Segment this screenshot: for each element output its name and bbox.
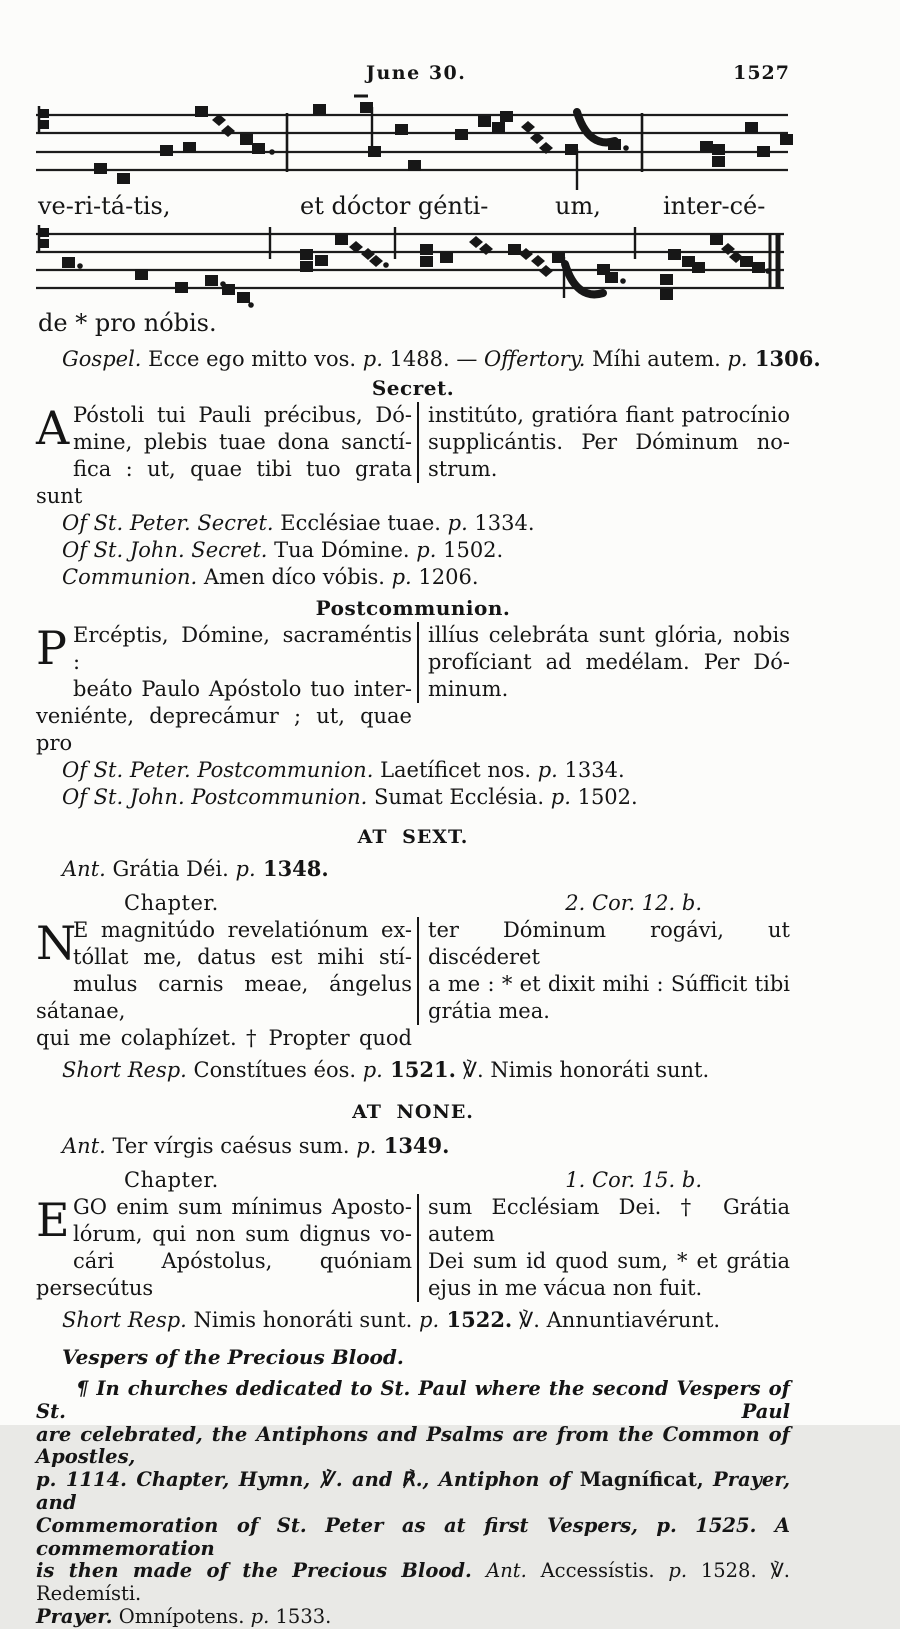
chapter-scripture-reference: 1. Cor. 15. b. [565, 1168, 702, 1192]
text-segment: Ercéptis, Dómine, sacraméntis : [73, 623, 412, 674]
text-segment: 1334. [557, 758, 625, 782]
text-line [428, 456, 790, 483]
text-segment: 1306. [747, 346, 821, 371]
text-line [36, 1424, 790, 1470]
text-segment: illíus celebráta sunt glória, nobis [428, 623, 790, 647]
text-line [428, 622, 790, 649]
text-segment: Of St. Peter. Postcommunion. [62, 758, 374, 782]
text-segment: is then made of the Precious Blood. [36, 1559, 487, 1583]
text-segment: p. 1114. Chapter, Hymn, ℣. and ℟., Antiphon of [36, 1468, 580, 1492]
text-segment: Sumat Ecclésia. [367, 785, 551, 809]
text-segment: are celebrated, the Antiphons and Psalms are from the Common of Apostles, [36, 1422, 790, 1469]
text-line [36, 1221, 412, 1248]
text-segment: p. [250, 1604, 270, 1628]
drop-cap: E [36, 1193, 70, 1247]
text-segment: Póstoli tui Pauli précibus, Dó- [73, 403, 412, 427]
text-segment: GO enim sum mínimus Aposto- [73, 1195, 412, 1219]
text-segment: ejus in me vácua non fuit. [428, 1276, 703, 1300]
text-segment: mulus carnis meae, ángelus sátanae, [36, 972, 412, 1023]
text-segment: strum. [428, 457, 498, 481]
text-segment: profíciant ad medélam. Per Dó- [428, 650, 790, 674]
text-segment: institúto, gratióra fiant patrocínio [428, 403, 790, 427]
text-segment: Constítues éos. [186, 1058, 363, 1082]
sext-antiphon-line [36, 855, 790, 883]
text-segment: supplicántis. Per Dóminum no- [428, 430, 790, 454]
chapter-label: Chapter. [124, 891, 219, 915]
prayer-reference-line [36, 1606, 790, 1629]
text-line [428, 429, 790, 456]
drop-cap: N [36, 916, 77, 970]
text-line [428, 649, 790, 676]
text-segment: 1522. [439, 1307, 513, 1332]
text-segment: Communion. [62, 565, 198, 589]
text-segment: Of St. John. Postcommunion. [62, 785, 368, 809]
text-segment: a me : * et dixit mihi : Súfficit tibi [428, 972, 790, 996]
text-line [428, 917, 790, 971]
text-line [36, 1025, 412, 1052]
chant-lyrics-line-1 [36, 191, 790, 221]
text-segment: lórum, qui non sum dignus vo- [73, 1222, 412, 1246]
text-segment: Short Resp. [62, 1308, 187, 1332]
text-line [36, 429, 412, 456]
none-antiphon-line [36, 1132, 790, 1160]
sext-chapter-row [36, 890, 790, 917]
text-segment: Commemoration of St. Peter as at first Vespers, p. 1525. A commemoration [36, 1513, 790, 1560]
text-segment: p. [362, 347, 383, 371]
secret-prayer [36, 402, 790, 510]
secret-heading: Secret. [371, 376, 455, 400]
text-segment: fica : ut, quae tibi tuo grata sunt [36, 457, 412, 508]
rubric-line [36, 564, 790, 591]
text-segment: Nimis honoráti sunt. [186, 1308, 420, 1332]
text-line [36, 703, 412, 757]
text-segment: 1502. [436, 538, 504, 562]
text-segment: p. [537, 758, 558, 782]
date-heading: June 30. [366, 62, 467, 84]
drop-cap: P [36, 621, 67, 675]
gospel-offertory-reference-line [36, 345, 821, 373]
at-sext-heading: AT SEXT. [357, 826, 469, 848]
text-segment: 1334. [467, 511, 535, 535]
text-segment: Omnípotens. [112, 1604, 251, 1628]
text-segment: tóllat me, datus est mihi stí- [73, 945, 412, 969]
postcommunion-heading: Postcommunion. [315, 596, 511, 620]
rubric-line [36, 784, 790, 811]
text-line [36, 1194, 412, 1221]
text-segment: p. [362, 1058, 383, 1082]
postcommunion-left-column [36, 622, 412, 757]
text-segment: Of St. John. Secret. [62, 538, 268, 562]
text-segment: 1206. [411, 565, 479, 589]
text-segment: Míhi autem. [585, 347, 728, 371]
drop-cap: A [36, 401, 70, 455]
text-segment: 1502. [570, 785, 638, 809]
text-segment: p. [416, 538, 437, 562]
sext-chapter-text [36, 917, 790, 1052]
text-line [36, 1515, 790, 1561]
text-line [428, 1275, 790, 1302]
text-line [36, 1378, 790, 1424]
text-segment: p. [235, 857, 256, 881]
text-segment: Ecclésiae tuae. [273, 511, 448, 535]
text-segment: Amen díco vóbis. [197, 565, 392, 589]
sext-right-column [417, 917, 790, 1025]
lyric-word: um, [555, 192, 601, 220]
text-line [36, 456, 412, 510]
text-segment: Ant. [62, 1134, 106, 1158]
text-line [428, 1248, 790, 1275]
text-segment: 1528. [687, 1559, 771, 1583]
text-line [428, 971, 790, 998]
chant-staff-1 [36, 95, 790, 191]
chapter-label: Chapter. [124, 1168, 219, 1192]
text-segment: qui me colaphízet. † Propter quod [36, 1026, 412, 1050]
short-responsory-line [36, 1306, 790, 1334]
text-segment: 1488. — [382, 347, 485, 371]
text-segment: 1521. [382, 1057, 456, 1082]
text-line [36, 402, 412, 429]
lyric-word: ve-ri-tá-tis, [38, 192, 171, 220]
text-segment: Offertory. [484, 347, 586, 371]
text-segment: ter Dóminum rogávi, ut discéderet [428, 918, 790, 969]
text-segment: Prayer, and [36, 1468, 790, 1514]
text-segment: cári Apóstolus, quóniam persecútus [36, 1249, 412, 1300]
text-segment: E magnitúdo revelatiónum ex- [73, 918, 412, 942]
text-segment: p. [550, 785, 571, 809]
none-right-column [417, 1194, 790, 1302]
text-segment: p. [356, 1134, 377, 1158]
postcommunion-prayer [36, 622, 790, 757]
chant-staff-2 [36, 224, 790, 308]
text-segment: ¶ In churches dedicated to St. Paul where the second Vespers of St. Paul [36, 1377, 790, 1423]
text-line [428, 1194, 790, 1248]
secret-left-column [36, 402, 412, 510]
text-segment: Short Resp. [62, 1058, 187, 1082]
lyric-word: et dóctor génti- [300, 192, 489, 220]
text-segment: Vespers of the Precious Blood. [62, 1345, 404, 1369]
text-segment: Ant. [486, 1559, 527, 1583]
text-segment: sum Ecclésiam Dei. † Grátia autem [428, 1195, 790, 1246]
text-segment: grátia mea. [428, 999, 550, 1023]
none-chapter-row [36, 1167, 790, 1194]
text-segment: Ant. [62, 857, 106, 881]
rubric-line [36, 510, 790, 537]
text-line [36, 944, 412, 971]
lyric-word: inter-cé- [663, 192, 766, 220]
text-line [36, 1469, 790, 1515]
text-line [36, 622, 412, 676]
text-segment: Gospel. [62, 347, 142, 371]
text-segment: ℣. Nimis honoráti sunt. [455, 1058, 710, 1082]
page-header [36, 60, 790, 88]
text-line [36, 1248, 412, 1302]
text-line [428, 676, 790, 703]
text-segment: Grátia Déi. [105, 857, 236, 881]
vespers-paragraph [36, 1378, 790, 1606]
text-segment: p. [727, 347, 748, 371]
text-segment: Accessístis. [526, 1559, 669, 1583]
chapter-scripture-reference: 2. Cor. 12. b. [565, 891, 702, 915]
text-segment: Ecce ego mitto vos. [141, 347, 363, 371]
text-segment: Laetíficet nos. [373, 758, 538, 782]
rubric-line [36, 537, 790, 564]
text-line [36, 1560, 790, 1606]
none-left-column [36, 1194, 412, 1302]
text-line [36, 917, 412, 944]
text-segment: veniénte, deprecámur ; ut, quae pro [36, 704, 412, 755]
postcommunion-right-column [417, 622, 790, 703]
lyric-word: de * pro nóbis. [38, 309, 217, 337]
text-segment: beáto Paulo Apóstolo tuo inter- [73, 677, 412, 701]
vespers-title [36, 1344, 790, 1371]
text-segment: Magníficat, [579, 1468, 714, 1492]
at-none-heading: AT NONE. [352, 1101, 474, 1123]
vespers-note [36, 1344, 790, 1629]
rubric-line [36, 757, 790, 784]
text-segment: ℣. Annuntiavérunt. [512, 1308, 721, 1332]
text-line [36, 971, 412, 1025]
text-segment: Of St. Peter. Secret. [62, 511, 274, 535]
text-segment: 1533. [269, 1604, 332, 1628]
text-line [36, 676, 412, 703]
text-segment: Dei sum id quod sum, * et grátia [428, 1249, 790, 1273]
text-line [428, 402, 790, 429]
text-segment: 1349. [376, 1133, 450, 1158]
page-number: 1527 [733, 62, 790, 84]
short-responsory-line [36, 1056, 790, 1084]
text-segment: 1348. [255, 856, 329, 881]
text-segment: ℣. Redemísti. [36, 1559, 790, 1606]
text-segment: p. [391, 565, 412, 589]
text-segment: minum. [428, 677, 509, 701]
text-segment: p. [419, 1308, 440, 1332]
text-segment: Prayer. [36, 1604, 113, 1628]
secret-right-column [417, 402, 790, 483]
none-chapter-text [36, 1194, 790, 1302]
text-line [428, 998, 790, 1025]
chant-lyrics-line-2 [36, 308, 790, 338]
text-segment: p. [668, 1559, 688, 1583]
text-segment: mine, plebis tuae dona sanctí- [73, 430, 412, 454]
text-segment: Tua Dómine. [267, 538, 417, 562]
text-segment: p. [447, 511, 468, 535]
sext-left-column [36, 917, 412, 1052]
text-segment: Ter vírgis caésus sum. [105, 1134, 357, 1158]
